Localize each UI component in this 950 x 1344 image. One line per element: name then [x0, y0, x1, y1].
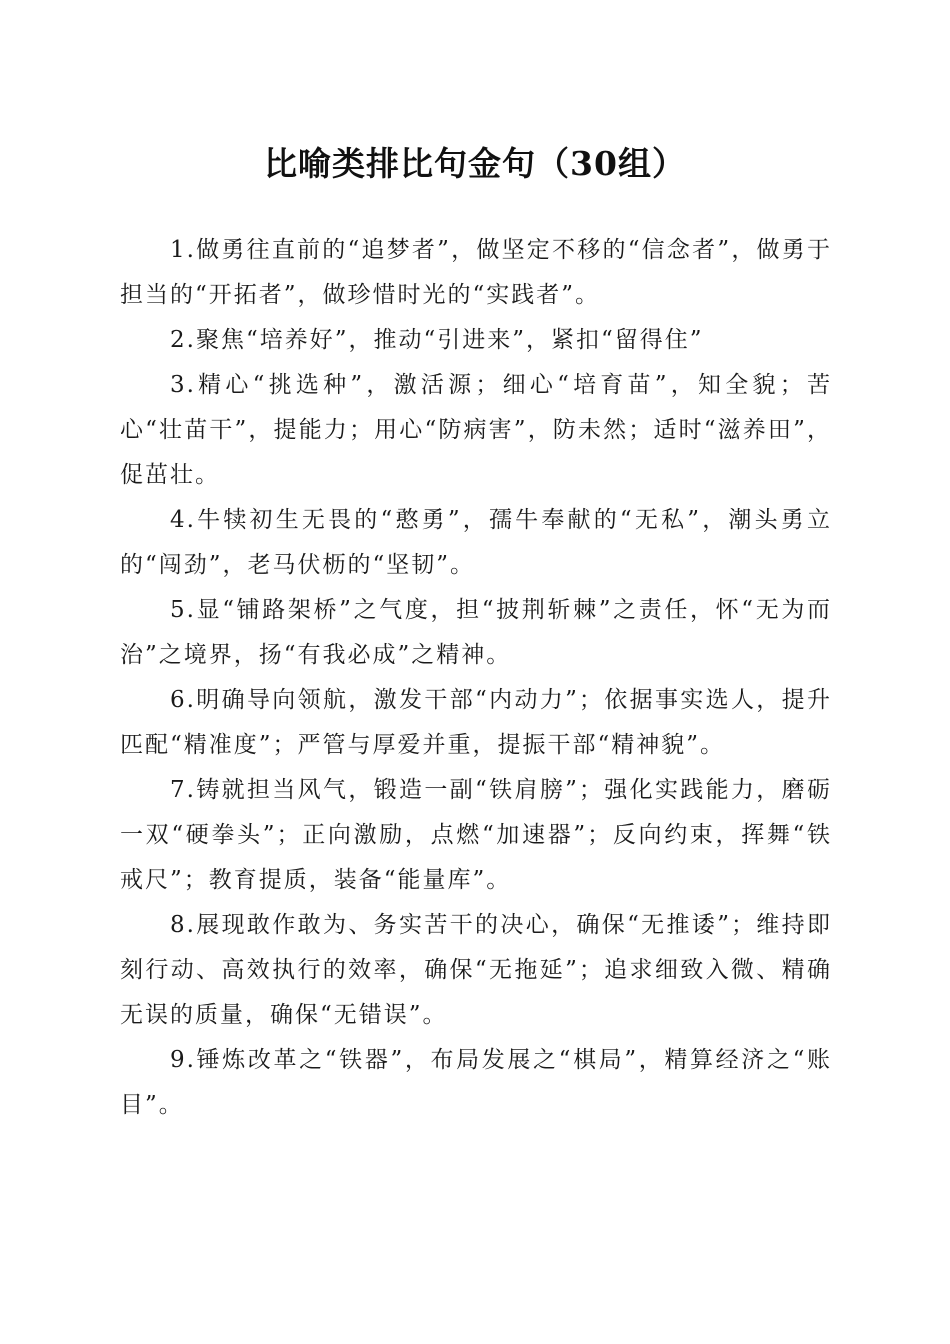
paragraph-8: 8.展现敢作敢为、务实苦干的决心，确保“无推诿”；维持即刻行动、高效执行的效率，确保“无拖延”；追求细致入微、精确无误的质量，确保“无错误”。	[120, 912, 832, 1028]
paragraph-1: 1.做勇往直前的“追梦者”，做坚定不移的“信念者”，做勇于担当的“开拓者”，做珍惜时光的“实践者”。	[120, 237, 832, 308]
paragraph-9: 9.锤炼改革之“铁器”，布局发展之“棋局”，精算经济之“账目”。	[120, 1047, 832, 1118]
paragraph-3: 3.精心“挑选种”，激活源；细心“培育苗”，知全貌；苦心“壮苗干”，提能力；用心“防病害”，防未然；适时“滋养田”，促茁壮。	[120, 372, 832, 488]
paragraph-4: 4.牛犊初生无畏的“憨勇”，孺牛奉献的“无私”，潮头勇立的“闯劲”，老马伏枥的“坚韧”。	[120, 507, 832, 578]
paragraph-2: 2.聚焦“培养好”，推动“引进来”，紧扣“留得住”	[170, 327, 704, 353]
paragraph-7: 7.铸就担当风气，锻造一副“铁肩膀”；强化实践能力，磨砺一双“硬拳头”；正向激励，点燃“加速器”；反向约束，挥舞“铁戒尺”；教育提质，装备“能量库”。	[120, 777, 832, 893]
paragraph-5: 5.显“铺路架桥”之气度，担“披荆斩棘”之责任，怀“无为而治”之境界，扬“有我必成”之精神。	[120, 597, 832, 668]
document-body	[120, 228, 832, 1128]
paragraph-6: 6.明确导向领航，激发干部“内动力”；依据事实选人，提升匹配“精准度”；严管与厚爱并重，提振干部“精神貌”。	[120, 687, 832, 758]
document-title: 比喻类排比句金句（30组）	[264, 144, 686, 183]
